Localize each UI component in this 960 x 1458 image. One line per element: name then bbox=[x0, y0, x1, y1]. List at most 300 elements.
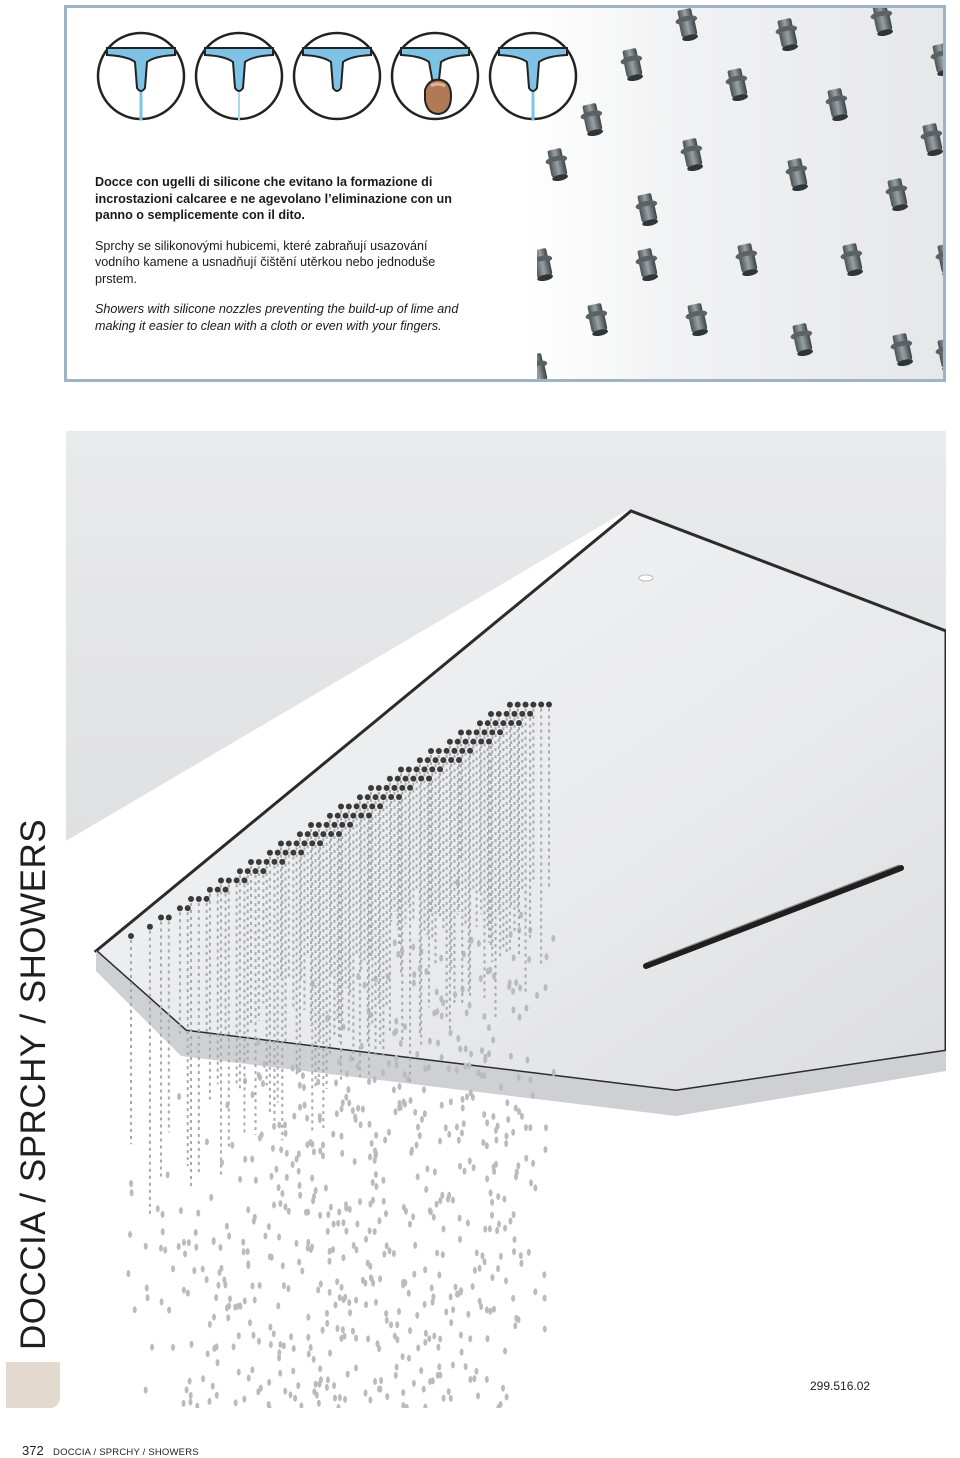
jet-nozzle bbox=[463, 739, 469, 745]
water-drop bbox=[455, 1067, 459, 1074]
water-drop bbox=[348, 1309, 352, 1316]
water-drop bbox=[509, 931, 513, 938]
water-drop bbox=[289, 1333, 293, 1340]
jet-nozzle bbox=[196, 896, 202, 902]
water-drop bbox=[454, 1284, 458, 1291]
water-drop bbox=[428, 1038, 432, 1045]
water-drop bbox=[126, 1270, 130, 1277]
nozzle-shape bbox=[683, 302, 711, 338]
jet-nozzle bbox=[406, 766, 412, 772]
water-drop bbox=[519, 1252, 523, 1259]
water-drop bbox=[306, 1334, 310, 1341]
water-drop bbox=[462, 1168, 466, 1175]
water-drop bbox=[179, 1207, 183, 1214]
description-italian: Docce con ugelli di silicone che evitano la formazione di incrostazioni calcaree e ne agevolano l’eliminazione con un panno o semplicemente con il dito. bbox=[95, 175, 452, 222]
jet-nozzle bbox=[128, 933, 134, 939]
water-drop bbox=[367, 1121, 371, 1128]
water-drop bbox=[354, 1116, 358, 1123]
water-drop bbox=[341, 1254, 345, 1261]
water-drop bbox=[209, 1194, 213, 1201]
water-drop bbox=[449, 1319, 453, 1326]
water-drop bbox=[218, 1269, 222, 1276]
water-drop bbox=[483, 1226, 487, 1233]
water-drop bbox=[300, 1267, 304, 1274]
water-drop bbox=[272, 1123, 276, 1130]
water-drop bbox=[284, 1130, 288, 1137]
jet-nozzle bbox=[358, 813, 364, 819]
jet-nozzle bbox=[267, 850, 273, 856]
water-drop bbox=[427, 1064, 431, 1071]
water-drop bbox=[394, 1018, 398, 1025]
water-drop bbox=[524, 1005, 528, 1012]
jet-nozzle bbox=[313, 831, 319, 837]
jet-nozzle bbox=[223, 887, 229, 893]
water-drop bbox=[502, 1196, 506, 1203]
jet-nozzle bbox=[279, 859, 285, 865]
water-drop bbox=[427, 1335, 431, 1342]
nozzle-shape bbox=[918, 122, 946, 158]
water-drop bbox=[208, 1321, 212, 1328]
water-drop bbox=[283, 1204, 287, 1211]
water-drop bbox=[467, 1062, 471, 1069]
water-drop bbox=[543, 1325, 547, 1332]
water-drop bbox=[321, 1141, 325, 1148]
water-drop bbox=[348, 1206, 352, 1213]
jet-nozzle bbox=[399, 785, 405, 791]
water-drop bbox=[479, 975, 483, 982]
jet-nozzle bbox=[350, 813, 356, 819]
water-drop bbox=[205, 1276, 209, 1283]
water-drop bbox=[335, 1325, 339, 1332]
water-drop bbox=[455, 1123, 459, 1130]
jet-nozzle bbox=[418, 776, 424, 782]
water-drop bbox=[459, 1332, 463, 1339]
water-drop bbox=[472, 1375, 476, 1382]
water-drop bbox=[462, 1120, 466, 1127]
water-drop bbox=[456, 1290, 460, 1297]
jet-nozzle bbox=[294, 840, 300, 846]
water-drop bbox=[395, 1364, 399, 1371]
water-drop bbox=[185, 1386, 189, 1393]
water-drop bbox=[218, 1244, 222, 1251]
water-drop bbox=[364, 1301, 368, 1308]
nozzle-shape bbox=[633, 247, 661, 283]
water-drop bbox=[478, 1265, 482, 1272]
water-drop bbox=[291, 1161, 295, 1168]
water-drop bbox=[475, 1249, 479, 1256]
water-drop bbox=[332, 1221, 336, 1228]
water-drop bbox=[394, 1372, 398, 1379]
water-drop bbox=[543, 1295, 547, 1302]
jet-nozzle bbox=[357, 794, 363, 800]
jet-nozzle bbox=[343, 813, 349, 819]
water-drop bbox=[545, 953, 549, 960]
water-drop bbox=[331, 1131, 335, 1138]
water-drop bbox=[386, 973, 390, 980]
nozzle-icons-row bbox=[95, 30, 585, 125]
jet-nozzle bbox=[204, 896, 210, 902]
water-drop bbox=[516, 1162, 520, 1169]
jet-nozzle bbox=[388, 794, 394, 800]
water-drop bbox=[144, 1386, 148, 1393]
water-drop bbox=[374, 1183, 378, 1190]
water-drop bbox=[297, 1168, 301, 1175]
nozzle-shape bbox=[537, 247, 557, 283]
jet-nozzle bbox=[429, 766, 435, 772]
water-drop bbox=[307, 1351, 311, 1358]
water-drop bbox=[228, 1295, 232, 1302]
jet-nozzle bbox=[474, 729, 480, 735]
water-drop bbox=[328, 1248, 332, 1255]
water-drop bbox=[433, 1168, 437, 1175]
water-drop bbox=[533, 1184, 537, 1191]
water-drop bbox=[268, 1324, 272, 1331]
water-drop bbox=[425, 1165, 429, 1172]
water-drop bbox=[182, 1239, 186, 1246]
water-drop bbox=[524, 1124, 528, 1131]
water-drop bbox=[409, 1149, 413, 1156]
water-drop bbox=[471, 1283, 475, 1290]
water-drop bbox=[269, 1341, 273, 1348]
water-drop bbox=[211, 1383, 215, 1390]
jet-nozzle bbox=[440, 757, 446, 763]
water-drop bbox=[292, 1113, 296, 1120]
jet-nozzle bbox=[414, 766, 420, 772]
jet-nozzle bbox=[436, 748, 442, 754]
water-drop bbox=[505, 1099, 509, 1106]
jet-nozzle bbox=[395, 776, 401, 782]
water-drop bbox=[511, 1295, 515, 1302]
jet-nozzle bbox=[527, 711, 533, 717]
jet-nozzle bbox=[335, 813, 341, 819]
jet-nozzle bbox=[286, 840, 292, 846]
water-drop bbox=[356, 1105, 360, 1112]
water-drop bbox=[276, 1303, 280, 1310]
water-drop bbox=[508, 979, 512, 986]
water-drop bbox=[533, 1288, 537, 1295]
water-drop bbox=[177, 1093, 181, 1100]
water-drop bbox=[544, 984, 548, 991]
nozzle-shape bbox=[723, 67, 751, 103]
jet-nozzle bbox=[508, 720, 514, 726]
water-drop bbox=[302, 1084, 306, 1091]
water-drop bbox=[333, 1394, 337, 1401]
water-drop bbox=[415, 1051, 419, 1058]
jet-nozzle bbox=[410, 776, 416, 782]
water-drop bbox=[395, 1321, 399, 1328]
water-drop bbox=[363, 1280, 367, 1287]
water-drop bbox=[305, 1115, 309, 1122]
water-drop bbox=[364, 1390, 368, 1397]
water-drop bbox=[458, 1215, 462, 1222]
jet-nozzle bbox=[417, 757, 423, 763]
water-drop bbox=[306, 1244, 310, 1251]
water-drop bbox=[494, 1161, 498, 1168]
water-drop bbox=[401, 1389, 405, 1396]
water-drop bbox=[298, 1082, 302, 1089]
water-drop bbox=[291, 1065, 295, 1072]
water-drop bbox=[518, 984, 522, 991]
water-drop bbox=[487, 1050, 491, 1057]
water-drop bbox=[409, 1097, 413, 1104]
water-drop bbox=[451, 1197, 455, 1204]
water-drop bbox=[374, 1132, 378, 1139]
water-drop bbox=[312, 1356, 316, 1363]
water-drop bbox=[216, 1282, 220, 1289]
water-drop bbox=[451, 1306, 455, 1313]
water-drop bbox=[492, 1306, 496, 1313]
water-drop bbox=[182, 1400, 186, 1407]
jet-nozzle bbox=[376, 785, 382, 791]
water-drop bbox=[305, 1141, 309, 1148]
water-drop bbox=[436, 1344, 440, 1351]
water-drop bbox=[171, 1265, 175, 1272]
water-drop bbox=[312, 1388, 316, 1395]
water-drop bbox=[242, 1248, 246, 1255]
water-drop bbox=[424, 968, 428, 975]
water-drop bbox=[344, 1228, 348, 1235]
water-drop bbox=[448, 1029, 452, 1036]
water-drop bbox=[205, 1138, 209, 1145]
water-drop bbox=[248, 1319, 252, 1326]
jet-nozzle bbox=[218, 878, 224, 884]
nozzle-shape bbox=[883, 177, 911, 213]
water-drop bbox=[411, 944, 415, 951]
jet-nozzle bbox=[538, 702, 544, 708]
jet-nozzle bbox=[459, 748, 465, 754]
water-drop bbox=[214, 1294, 218, 1301]
nozzle-shape bbox=[933, 242, 946, 278]
water-drop bbox=[385, 1242, 389, 1249]
water-drop bbox=[483, 1054, 487, 1061]
water-drop bbox=[277, 1121, 281, 1128]
section-tab-swatch bbox=[6, 1362, 60, 1408]
water-drop bbox=[490, 1199, 494, 1206]
water-drop bbox=[269, 1173, 273, 1180]
nozzle-water-icon bbox=[193, 30, 285, 122]
water-drop bbox=[318, 1147, 322, 1154]
jet-nozzle bbox=[147, 924, 153, 930]
water-drop bbox=[517, 1108, 521, 1115]
water-drop bbox=[163, 1247, 167, 1254]
jet-nozzle bbox=[377, 803, 383, 809]
water-drop bbox=[303, 1102, 307, 1109]
water-drop bbox=[271, 1145, 275, 1152]
jet-nozzle bbox=[530, 702, 536, 708]
water-drop bbox=[343, 1396, 347, 1403]
water-drop bbox=[395, 1062, 399, 1069]
jet-nozzle bbox=[308, 822, 314, 828]
water-drop bbox=[378, 1275, 382, 1282]
water-drop bbox=[159, 1245, 163, 1252]
water-drop bbox=[513, 1236, 517, 1243]
water-drop bbox=[233, 1304, 237, 1311]
nozzle-shape bbox=[933, 337, 946, 373]
jet-nozzle bbox=[166, 914, 172, 920]
water-drop bbox=[424, 1186, 428, 1193]
jet-nozzle bbox=[407, 785, 413, 791]
water-drop bbox=[501, 1385, 505, 1392]
water-drop bbox=[259, 1385, 263, 1392]
jet-nozzle bbox=[477, 720, 483, 726]
water-drop bbox=[499, 1253, 503, 1260]
water-drop bbox=[457, 1137, 461, 1144]
jet-nozzle bbox=[455, 739, 461, 745]
water-drop bbox=[504, 1277, 508, 1284]
jet-nozzle bbox=[515, 702, 521, 708]
page-footer bbox=[22, 1443, 199, 1458]
water-drop bbox=[285, 1174, 289, 1181]
water-drop bbox=[515, 1168, 519, 1175]
water-drop bbox=[258, 1074, 262, 1081]
water-drop bbox=[387, 1060, 391, 1067]
jet-nozzle bbox=[366, 813, 372, 819]
water-drop bbox=[246, 1260, 250, 1267]
water-drop bbox=[393, 1108, 397, 1115]
jet-nozzle bbox=[493, 720, 499, 726]
water-drop bbox=[482, 1111, 486, 1118]
water-drop bbox=[340, 1133, 344, 1140]
jet-nozzle bbox=[384, 785, 390, 791]
water-drop bbox=[366, 1335, 370, 1342]
water-drop bbox=[356, 1063, 360, 1070]
water-drop bbox=[387, 1247, 391, 1254]
water-drop bbox=[504, 1140, 508, 1147]
water-drop bbox=[511, 1129, 515, 1136]
water-drop bbox=[544, 1124, 548, 1131]
water-drop bbox=[325, 1310, 329, 1317]
jet-nozzle bbox=[478, 739, 484, 745]
water-drop bbox=[156, 1205, 160, 1212]
jet-nozzle bbox=[486, 739, 492, 745]
water-drop bbox=[317, 1400, 321, 1407]
jet-nozzle bbox=[481, 729, 487, 735]
water-drop bbox=[133, 1306, 137, 1313]
water-drop bbox=[509, 1053, 513, 1060]
water-drop bbox=[429, 1208, 433, 1215]
water-drop bbox=[243, 1297, 247, 1304]
water-drop bbox=[486, 1335, 490, 1342]
jet-nozzle bbox=[253, 868, 259, 874]
water-drop bbox=[463, 1063, 467, 1070]
water-drop bbox=[349, 1055, 353, 1062]
water-drop bbox=[377, 1345, 381, 1352]
water-drop bbox=[130, 1189, 134, 1196]
water-drop bbox=[411, 1213, 415, 1220]
water-drop bbox=[373, 1228, 377, 1235]
water-drop bbox=[346, 1371, 350, 1378]
water-drop bbox=[243, 1156, 247, 1163]
jet-nozzle bbox=[316, 822, 322, 828]
water-drop bbox=[368, 1396, 372, 1403]
water-drop bbox=[412, 1380, 416, 1387]
water-drop bbox=[491, 1036, 495, 1043]
jet-nozzle bbox=[271, 859, 277, 865]
water-drop bbox=[385, 1393, 389, 1400]
water-drop bbox=[543, 1146, 547, 1153]
water-drop bbox=[212, 1238, 216, 1245]
water-drop bbox=[480, 1047, 484, 1054]
water-drop bbox=[473, 1267, 477, 1274]
water-drop bbox=[447, 1131, 451, 1138]
water-drop bbox=[335, 1110, 339, 1117]
water-drop bbox=[294, 1240, 298, 1247]
water-drop bbox=[340, 1284, 344, 1291]
water-drop bbox=[488, 1308, 492, 1315]
water-drop bbox=[512, 1248, 516, 1255]
water-drop bbox=[306, 1314, 310, 1321]
water-drop bbox=[397, 1308, 401, 1315]
water-drop bbox=[377, 1217, 381, 1224]
water-drop bbox=[183, 1250, 187, 1257]
water-drop bbox=[363, 982, 367, 989]
water-drop bbox=[337, 1209, 341, 1216]
water-drop bbox=[422, 1386, 426, 1393]
water-drop bbox=[402, 1098, 406, 1105]
water-drop bbox=[368, 1227, 372, 1234]
water-drop bbox=[441, 1251, 445, 1258]
jet-nozzle bbox=[447, 739, 453, 745]
water-drop bbox=[481, 1139, 485, 1146]
water-drop bbox=[150, 1344, 154, 1351]
water-drop bbox=[166, 1171, 170, 1178]
jet-nozzle bbox=[264, 859, 270, 865]
water-drop bbox=[326, 1376, 330, 1383]
water-drop bbox=[453, 991, 457, 998]
water-drop bbox=[460, 1349, 464, 1356]
jet-nozzle bbox=[278, 841, 284, 847]
water-drop bbox=[194, 1229, 198, 1236]
water-drop bbox=[277, 1184, 281, 1191]
water-drop bbox=[340, 1105, 344, 1112]
jet-nozzle bbox=[215, 887, 221, 893]
water-drop bbox=[392, 1086, 396, 1093]
water-drop bbox=[189, 1392, 193, 1399]
jet-nozzle bbox=[346, 803, 352, 809]
water-drop bbox=[186, 1290, 190, 1297]
water-drop bbox=[344, 1205, 348, 1212]
nozzle-shape bbox=[537, 352, 552, 382]
water-drop bbox=[506, 1116, 510, 1123]
water-drop bbox=[283, 1121, 287, 1128]
water-drop bbox=[422, 1086, 426, 1093]
water-drop bbox=[161, 1228, 165, 1235]
jet-nozzle bbox=[248, 859, 254, 865]
water-drop bbox=[262, 1061, 266, 1068]
water-drop bbox=[440, 1054, 444, 1061]
jet-nozzle bbox=[497, 729, 503, 735]
water-drop bbox=[384, 1210, 388, 1217]
water-drop bbox=[416, 1344, 420, 1351]
water-drop bbox=[370, 1140, 374, 1147]
water-drop bbox=[360, 1043, 364, 1050]
water-drop bbox=[247, 1375, 251, 1382]
water-drop bbox=[261, 1080, 265, 1087]
water-drop bbox=[267, 1401, 271, 1408]
water-drop bbox=[272, 1330, 276, 1337]
nozzle-shape bbox=[678, 137, 706, 173]
jet-nozzle bbox=[188, 896, 194, 902]
water-drop bbox=[230, 1142, 234, 1149]
water-drop bbox=[383, 1136, 387, 1143]
water-drop bbox=[206, 1350, 210, 1357]
water-drop bbox=[201, 1266, 205, 1273]
jet-nozzle bbox=[458, 730, 464, 736]
water-drop bbox=[420, 1116, 424, 1123]
water-drop bbox=[514, 979, 518, 986]
water-drop bbox=[215, 1392, 219, 1399]
water-drop bbox=[369, 1274, 373, 1281]
